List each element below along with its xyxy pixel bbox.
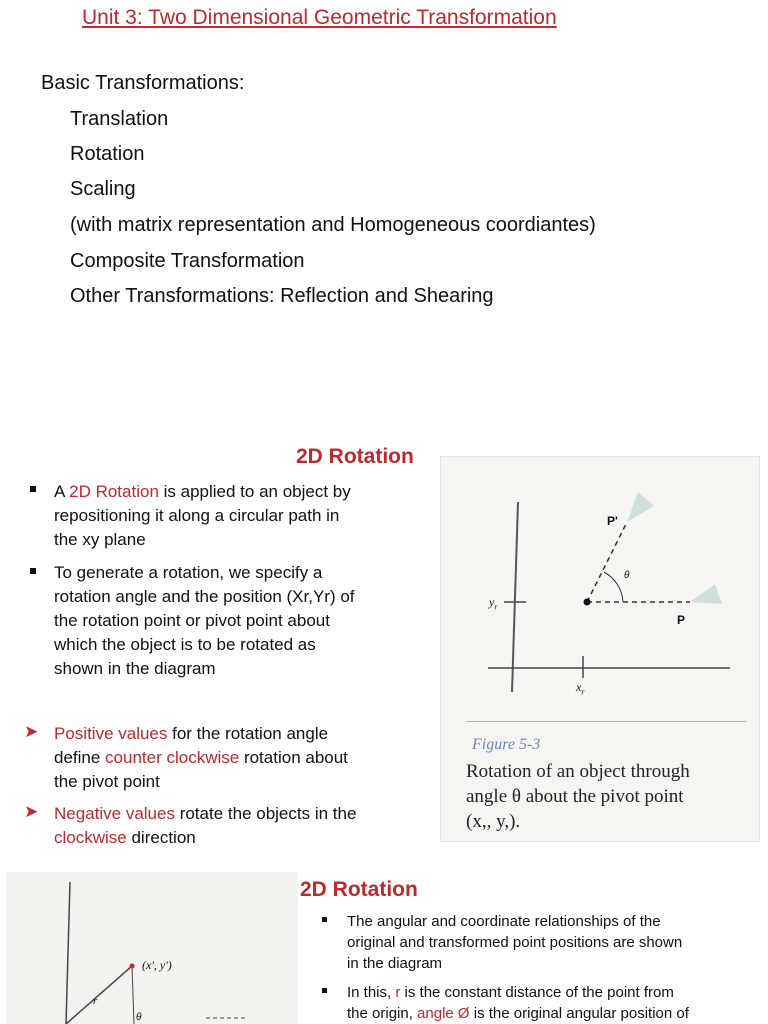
bullet-negative-values: Negative values rotate the objects in the clockwise direction: [54, 804, 357, 847]
list-item: (with matrix representation and Homogeneous coordiantes): [70, 214, 596, 236]
bullet-rotation-def: A 2D Rotation is applied to an object by repositioning it along a circular path in the xy plane: [54, 482, 351, 549]
page-title: Unit 3: Two Dimensional Geometric Transformation: [82, 6, 557, 29]
label-p-prime: P': [607, 514, 618, 528]
bullet-square-icon: [30, 486, 36, 492]
arrow-bullet-icon: ➤: [24, 802, 39, 821]
coordinate-diagram: [6, 872, 298, 1024]
list-item: Rotation: [70, 143, 145, 165]
figure-divider: [466, 721, 746, 722]
bullet-relationships: The angular and coordinate relationships of the original and transformed point positions are shown in the diagram: [347, 913, 683, 972]
list-item: Other Transformations: Reflection and Shearing: [70, 285, 494, 307]
list-item: Composite Transformation: [70, 250, 305, 272]
bullet-positive-values: Positive values for the rotation angle define counter clockwise rotation about the pivot point: [54, 724, 348, 791]
label-p: P: [677, 613, 686, 627]
label-r: r: [93, 995, 98, 1007]
figure-caption: angle θ about the pivot point: [466, 786, 684, 807]
section-title: 2D Rotation: [300, 878, 418, 901]
bullet-constant-distance: In this, r is the constant distance of the point from the origin, angle Ø is the original angular position of: [347, 984, 689, 1022]
label-xr: $x_r$: [576, 680, 585, 697]
label-yr: $y_r$: [489, 595, 498, 612]
figure-caption: (x,, y,).: [466, 811, 521, 832]
bullet-rotation-spec: To generate a rotation, we specify a rotation angle and the position (Xr,Yr) of the rotation point or pivot point about which the object is to be rotated as shown in the diagram: [54, 563, 355, 678]
figure-caption: Rotation of an object through: [466, 761, 690, 782]
arrow-bullet-icon: ➤: [24, 722, 39, 741]
label-theta: θ: [136, 1012, 142, 1023]
figure-label: Figure 5-3: [472, 736, 541, 753]
bullet-square-icon: [30, 568, 36, 574]
bullet-square-icon: [322, 917, 327, 922]
basic-heading: Basic Transformations:: [41, 72, 245, 94]
section-title: 2D Rotation: [296, 445, 414, 468]
label-xy-prime: (x', y'): [142, 958, 172, 972]
label-theta: θ: [624, 570, 630, 581]
list-item: Translation: [70, 108, 169, 130]
bullet-square-icon: [322, 988, 327, 993]
list-item: Scaling: [70, 178, 136, 200]
